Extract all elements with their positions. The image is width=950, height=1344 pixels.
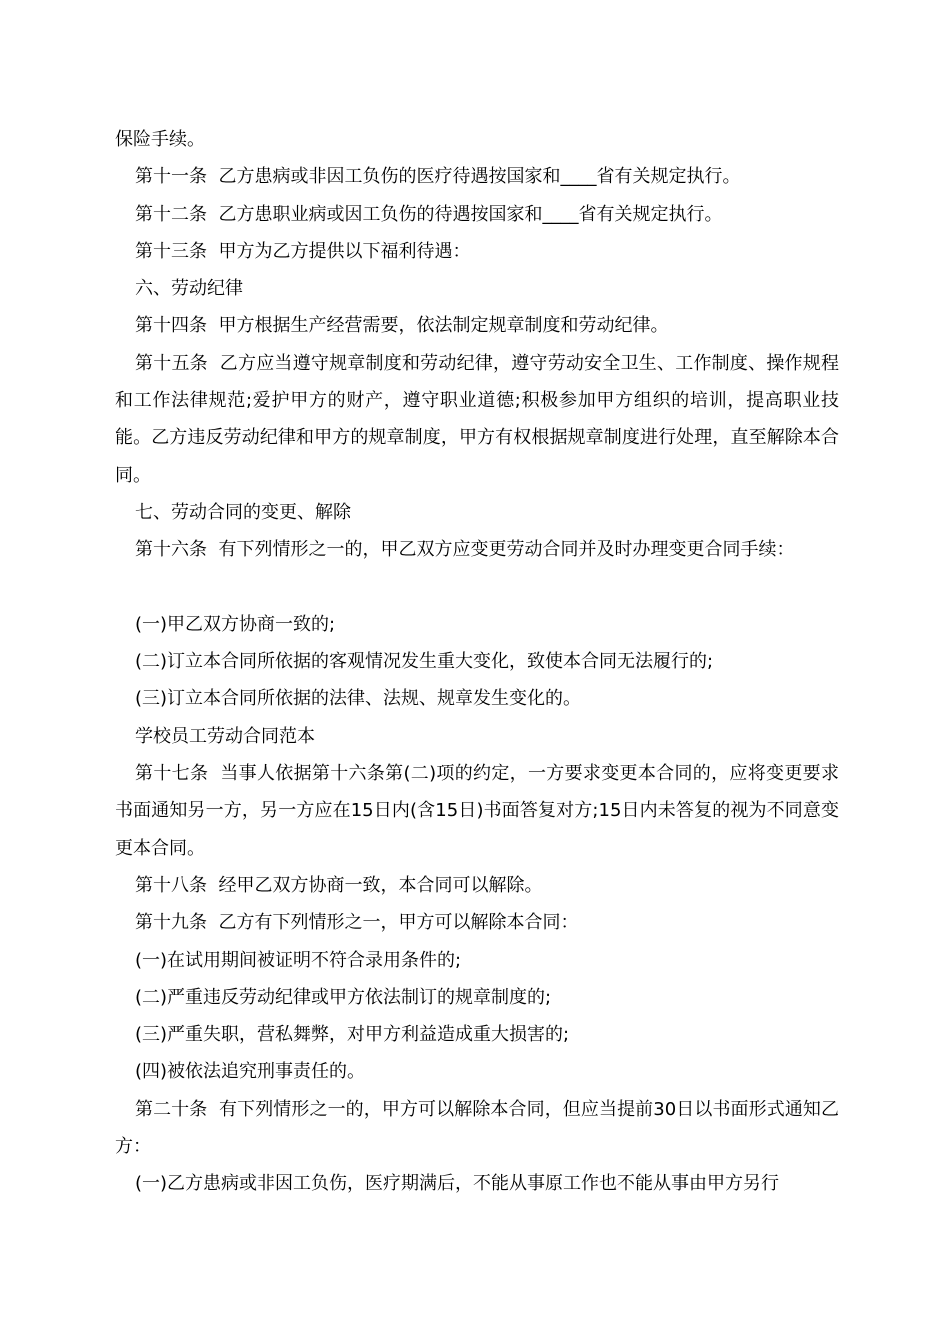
inline-title: 学校员工劳动合同范本 xyxy=(135,725,315,747)
paragraph-continuation: 保险手续。 xyxy=(115,129,205,150)
article-14: 第十四条 甲方根据生产经营需要，依法制定规章制度和劳动纪律。 xyxy=(135,315,669,337)
article-18: 第十八条 经甲乙双方协商一致，本合同可以解除。 xyxy=(135,874,543,896)
article-20: 第二十条 有下列情形之一的，甲方可以解除本合同，但应当提前30日以书面形式通知乙方： xyxy=(115,1098,839,1158)
article-19-item-2: (二)严重违反劳动纪律或甲方依法制订的规章制度的; xyxy=(135,986,552,1008)
article-12: 第十二条 乙方患职业病或因工负伤的待遇按国家和____省有关规定执行。 xyxy=(135,203,723,225)
article-20-item-1: (一)乙方患病或非因工负伤，医疗期满后，不能从事原工作也不能从事由甲方另行 xyxy=(135,1173,780,1195)
blank-line xyxy=(115,569,839,606)
section-heading-7: 七、劳动合同的变更、解除 xyxy=(135,501,351,523)
article-11: 第十一条 乙方患病或非因工负伤的医疗待遇按国家和____省有关规定执行。 xyxy=(135,166,741,188)
article-16: 第十六条 有下列情形之一的，甲乙双方应变更劳动合同并及时办理变更合同手续： xyxy=(135,539,795,561)
article-19-item-1: (一)在试用期间被证明不符合录用条件的; xyxy=(135,949,462,971)
article-17: 第十七条 当事人依据第十六条第(二)项的约定，一方要求变更本合同的，应将变更要求书面通知另一方，另一方应在15日内(含15日)书面答复对方;15日内未答复的视为不同意变更本合同。 xyxy=(115,763,839,859)
document-body xyxy=(115,121,839,1203)
article-16-item-2: (二)订立本合同所依据的客观情况发生重大变化，致使本合同无法履行的; xyxy=(135,651,714,673)
article-19-item-3: (三)严重失职，营私舞弊，对甲方利益造成重大损害的; xyxy=(135,1024,570,1046)
article-16-item-3: (三)订立本合同所依据的法律、法规、规章发生变化的。 xyxy=(135,688,582,710)
article-16-item-1: (一)甲乙双方协商一致的; xyxy=(135,613,336,635)
section-heading-6: 六、劳动纪律 xyxy=(135,278,243,300)
article-19-item-4: (四)被依法追究刑事责任的。 xyxy=(135,1061,366,1083)
article-15: 第十五条 乙方应当遵守规章制度和劳动纪律，遵守劳动安全卫生、工作制度、操作规程和工作法律规范;爱护甲方的财产，遵守职业道德;积极参加甲方组织的培训，提高职业技能。乙方违反劳动纪律和甲方的规章制度，甲方有权根据规章制度进行处理，直至解除本合同。 xyxy=(115,352,839,486)
article-13: 第十三条 甲方为乙方提供以下福利待遇： xyxy=(135,240,471,262)
article-19: 第十九条 乙方有下列情形之一，甲方可以解除本合同： xyxy=(135,912,579,934)
